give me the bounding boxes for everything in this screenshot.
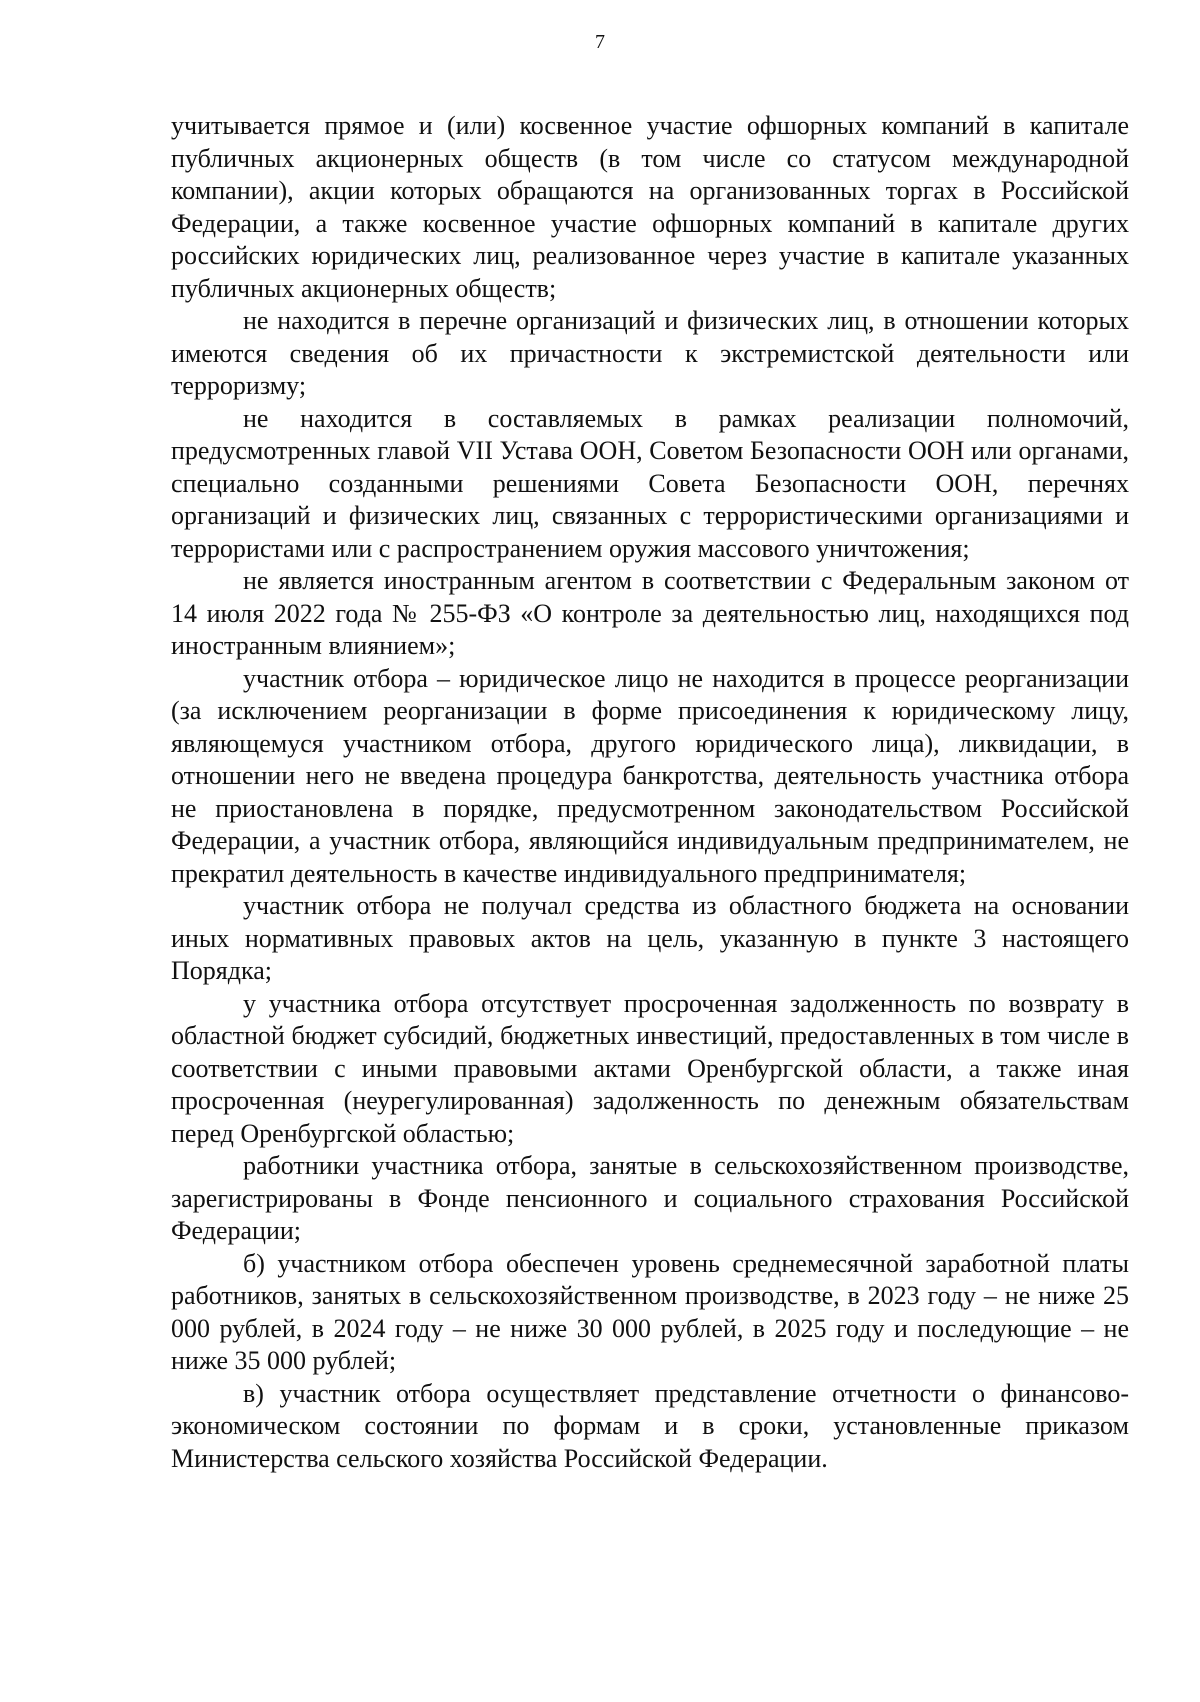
paragraph-extremism-list: не находится в перечне организаций и физических лиц, в отношении которых имеются сведения об их причастности к экстремистской деятельности или терроризму; xyxy=(171,306,1129,400)
page-number: 7 xyxy=(595,31,605,53)
document-body xyxy=(171,110,1129,1475)
paragraph-pension-fund: работники участника отбора, занятые в сельскохозяйственном производстве, зарегистрированы в Фонде пенсионного и социального страхования Российской Федерации; xyxy=(171,1151,1129,1245)
paragraph-budget-funds: участник отбора не получал средства из областного бюджета на основании иных нормативных правовых актов на цель, указанную в пункте 3 настоящего Порядка; xyxy=(171,891,1129,985)
paragraph-un-sanctions-list: не находится в составляемых в рамках реализации полномочий, предусмотренных главой VII Устава ООН, Советом Безопасности ООН или органами, специально созданными решениями Совета Безопасности ООН, перечнях организаций и физических лиц, связанных с террористическими организациями и террористами или с распространением оружия массового уничтожения; xyxy=(171,403,1129,563)
paragraph-item-b-salary: б) участником отбора обеспечен уровень среднемесячной заработной платы работников, занятых в сельскохозяйственном производстве, в 2023 году – не ниже 25 000 рублей, в 2024 году – не ниже 30 000 рублей, в 2025 году и последующие – не ниже 35 000 рублей; xyxy=(171,1248,1129,1375)
paragraph-offshore-participation: учитывается прямое и (или) косвенное участие офшорных компаний в капитале публичных акционерных обществ (в том числе со статусом международной компании), акции которых обращаются на организованных торгах в Российской Федерации, а также косвенное участие офшорных компаний в капитале других российских юридических лиц, реализованное через участие в капитале указанных публичных акционерных обществ; xyxy=(171,111,1129,303)
paragraph-item-v-reporting: в) участник отбора осуществляет представление отчетности о финансово-экономическом состоянии по формам и в сроки, установленные приказом Министерства сельского хозяйства Российской Федерации. xyxy=(171,1378,1129,1473)
paragraph-overdue-debt: у участника отбора отсутствует просроченная задолженность по возврату в областной бюджет субсидий, бюджетных инвестиций, предоставленных в том числе в соответствии с иными правовыми актами Оренбургской области, а также иная просроченная (неурегулированная) задолженность по денежным обязательствам перед Оренбургской областью; xyxy=(171,988,1129,1148)
paragraph-foreign-agent: не является иностранным агентом в соответствии с Федеральным законом от 14 июля 2022 года № 255-ФЗ «О контроле за деятельностью лиц, находящихся под иностранным влиянием»; xyxy=(171,566,1129,660)
paragraph-reorganization: участник отбора – юридическое лицо не находится в процессе реорганизации (за исключением реорганизации в форме присоединения к юридическому лицу, являющемуся участником отбора, другого юридического лица), ликвидации, в отношении него не введена процедура банкротства, деятельность участника отбора не приостановлена в порядке, предусмотренном законодательством Российской Федерации, а участник отбора, являющийся индивидуальным предпринимателем, не прекратил деятельность в качестве индивидуального предпринимателя; xyxy=(171,663,1129,888)
